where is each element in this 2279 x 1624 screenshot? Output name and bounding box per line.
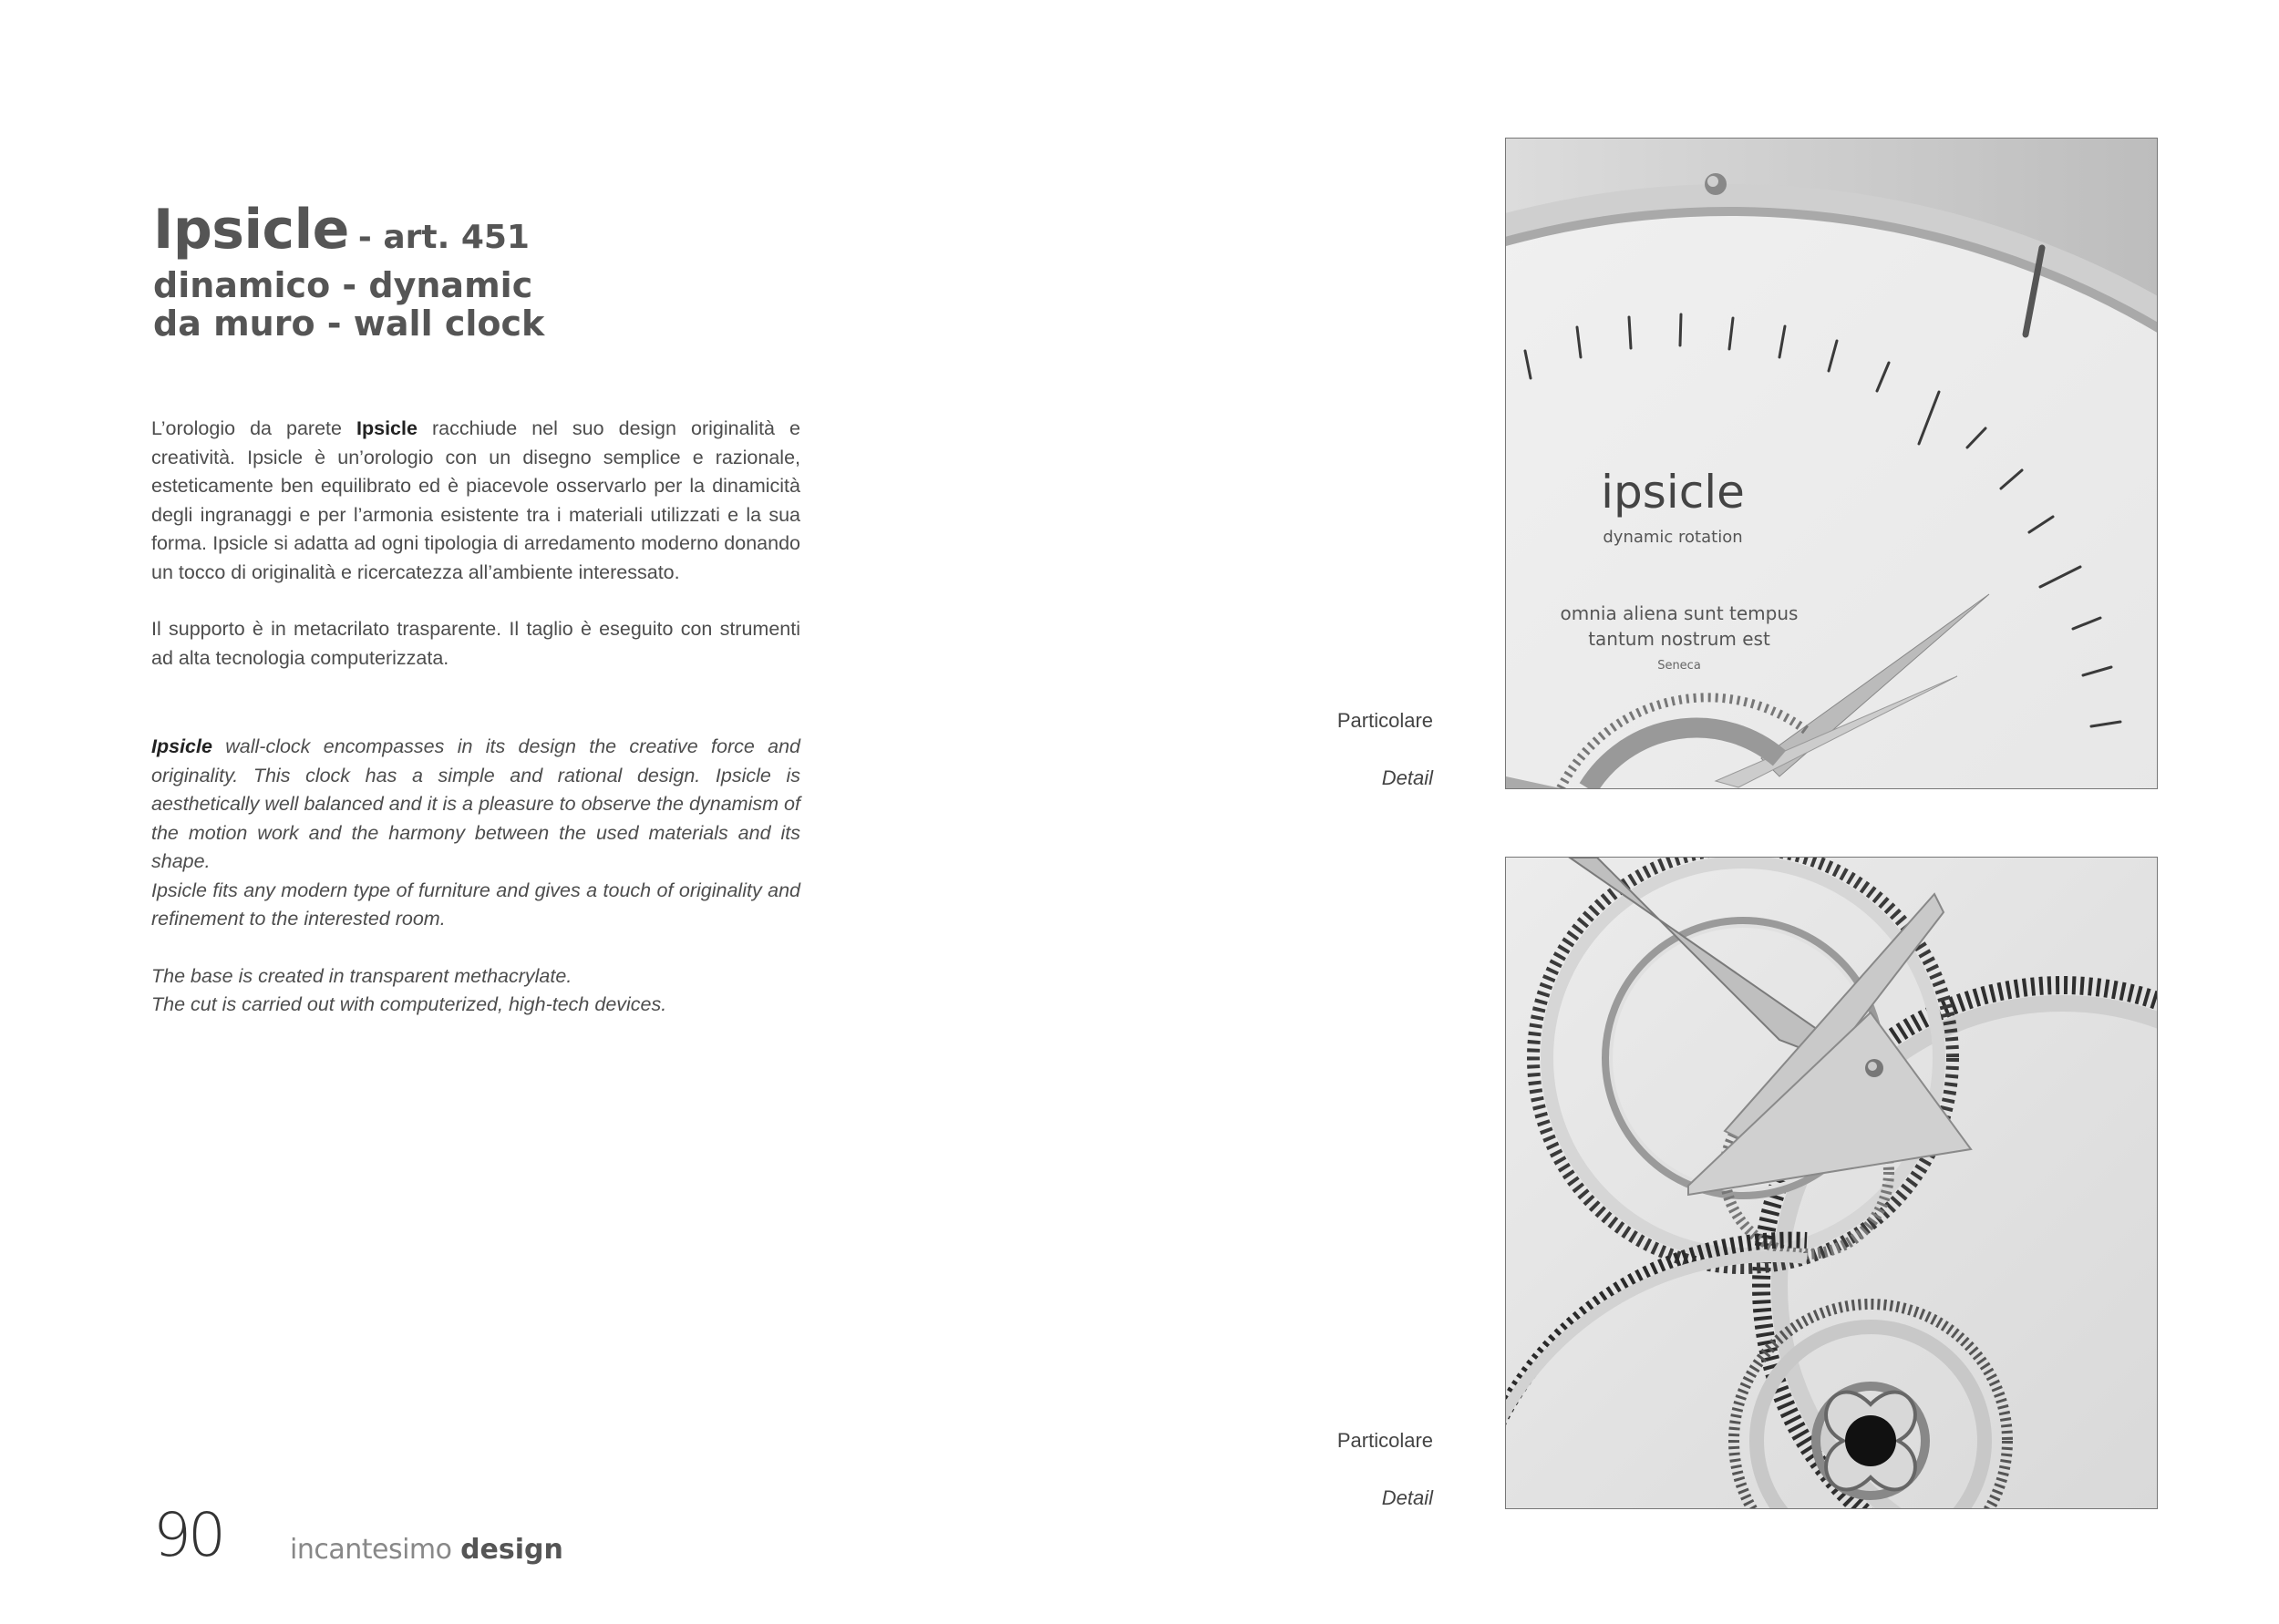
italian-description	[151, 415, 800, 673]
title-block	[153, 198, 545, 344]
photo-gears-detail	[1505, 857, 2158, 1509]
caption-bottom-english: Detail	[1381, 1486, 1433, 1509]
brand-name-bold: design	[460, 1534, 563, 1566]
product-title	[153, 198, 544, 262]
italian-paragraph-2: Il supporto è in metacrilato trasparente. Il taglio è eseguito con strumenti ad alta tecnologia computerizzata.	[151, 618, 800, 669]
italian-paragraph-1: L’orologio da parete Ipsicle racchiude nel suo design originalità e creatività. Ipsicle è un’orologio con un disegno semplice e razionale, esteticamente ben equilibrato ed è piacevole osservarlo per la dinamicità degli ingranaggi e per l’armonia esistente tra i materiali utilizzati e la sua forma. Ipsicle si adatta ad ogni tipologia di arredamento moderno donando un tocco di originalità e ricercatezza all’ambiente interessato.	[151, 417, 800, 583]
dial-tagline: dynamic rotation	[1603, 528, 1743, 547]
caption-bottom-italian: Particolare	[1336, 1429, 1433, 1452]
page-number: 90	[153, 1500, 222, 1570]
english-paragraph-1b: Ipsicle fits any modern type of furniture and gives a touch of originality and refinement to the interested room.	[151, 879, 800, 930]
product-name: Ipsicle	[153, 198, 349, 262]
dial-motto-line2: tantum nostrum est	[1588, 628, 1770, 650]
english-description	[151, 733, 800, 1020]
photo-dial-detail	[1505, 138, 2158, 789]
english-paragraph-1: Ipsicle wall-clock encompasses in its design the creative force and originality. This clock has a simple and rational design. Ipsicle is aesthetically well balanced and it is a pleasure to observe the dynamism of the motion work and the harmony between the used materials and its shape.	[151, 735, 800, 872]
brand-name-light: incantesimo	[290, 1534, 452, 1566]
brand-logo	[290, 1534, 563, 1566]
english-paragraph-3: The cut is carried out with computerized, high-tech devices.	[151, 993, 667, 1015]
dial-author: Seneca	[1657, 659, 1701, 673]
english-paragraph-2: The base is created in transparent methacrylate.	[151, 964, 572, 987]
caption-top-english: Detail	[1381, 766, 1433, 789]
dial-motto-line1: omnia aliena sunt tempus	[1560, 602, 1799, 624]
caption-top-italian: Particolare	[1336, 709, 1433, 732]
article-number: - art. 451	[357, 219, 530, 256]
subtitle-type: dinamico - dynamic	[153, 265, 533, 305]
dial-brand: ipsicle	[1601, 466, 1745, 519]
subtitle-category: da muro - wall clock	[153, 303, 545, 344]
